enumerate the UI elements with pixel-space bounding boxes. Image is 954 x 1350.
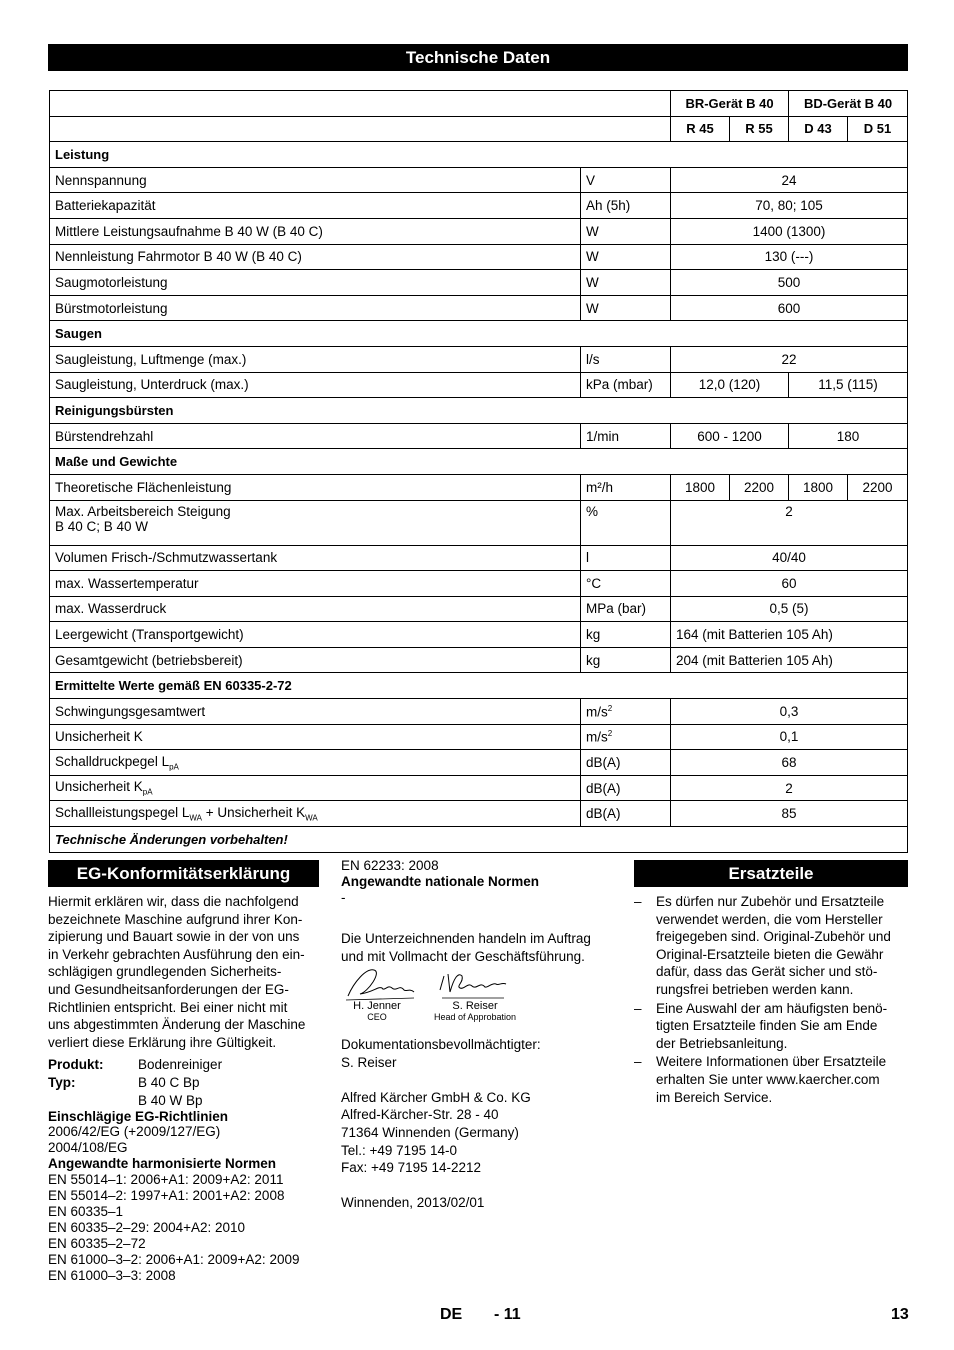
table-row: Batteriekapazität Ah (5h) 70, 80; 105 <box>50 193 908 219</box>
table-row: Saugleistung, Luftmenge (max.) l/s 22 <box>50 346 908 372</box>
section-heading: Ermittelte Werte gemäß EN 60335-2-72 <box>50 673 908 699</box>
table-header-row <box>50 116 908 142</box>
eg-column-middle <box>341 858 621 965</box>
table-row: Schalldruckpegel $L_{pA}$ dB(A) 68 <box>50 750 908 776</box>
ersatzteile-title: Ersatzteile <box>634 860 908 887</box>
section-heading: Saugen <box>50 321 908 347</box>
table-row: Bürstmotorleistung W 600 <box>50 295 908 321</box>
header-r55: R 55 <box>730 116 789 142</box>
normen-heading: Angewandte harmonisierte Normen <box>48 1156 277 1172</box>
table-row: Saugleistung, Unterdruck (max.) kPa (mbar) 12,0 (120) 11,5 (115) <box>50 372 908 398</box>
table-row: max. Wassertemperatur °C 60 <box>50 571 908 597</box>
list-item: – Es dürfen nur Zubehör und Ersatzteile verwendet werden, die vom Hersteller freigegeben sind. Original-Zubehör und Original-Ersatzteile bieten die Gewähr dafür, dass das Gerät sicher und stö- rungsfrei betrieben werden kann. <box>634 893 914 999</box>
richtlinien-heading: Einschlägige EG-Richtlinien <box>48 1109 229 1125</box>
table-row: Nennleistung Fahrmotor B 40 W (B 40 C) W 130 (---) <box>50 244 908 270</box>
eg-column-left <box>48 893 323 1284</box>
table-row: Unsicherheit $K_{pA}$ dB(A) 2 <box>50 775 908 801</box>
list-item: – Weitere Informationen über Ersatzteile erhalten Sie unter www.kaercher.com im Bereich Service. <box>634 1053 914 1106</box>
produkt-row: Produkt: Bodenreiniger <box>48 1057 223 1073</box>
section-heading: Leistung <box>50 142 908 168</box>
ersatzteile-column <box>634 893 914 1107</box>
normen-list: EN 55014–1: 2006+A1: 2009+A2: 2011 EN 55014–2: 1997+A1: 2001+A2: 2008 EN 60335–1 EN 60335–2–29: 2004+A2: 2010 EN 60335–2–72 EN 61000–3–2: 2006+A1: 2009+A2: 2009 EN 61000–3–3: 2008 <box>48 1172 300 1284</box>
signature-block-jenner: H. Jenner CEO <box>353 1000 401 1022</box>
table-header-row <box>50 91 908 117</box>
table-row: Mittlere Leistungsaufnahme B 40 W (B 40 C) W 1400 (1300) <box>50 218 908 244</box>
table-row: Schwingungsgesamtwert $m/s^2$ 0,3 <box>50 699 908 725</box>
header-br: BR-Gerät B 40 <box>671 91 789 117</box>
table-row: Saugmotorleistung W 500 <box>50 270 908 296</box>
page-title: Technische Daten <box>48 44 908 71</box>
table-row: Unsicherheit K $m/s^2$ 0,1 <box>50 724 908 750</box>
eg-title: EG-Konformitätserklärung <box>48 860 319 887</box>
header-bd: BD-Gerät B 40 <box>789 91 908 117</box>
signature-jenner-icon <box>344 962 416 1002</box>
list-item: – Eine Auswahl der am häufigsten benö- tigten Ersatzteile finden Sie am Ende der Betriebsanleitung. <box>634 1000 914 1053</box>
bevollmaechtigter: Dokumentationsbevollmächtigter: S. Reiser <box>341 1037 541 1070</box>
typ-row: Typ: B 40 C Bp <box>48 1074 200 1090</box>
header-d51: D 51 <box>848 116 908 142</box>
table-row: max. Wasserdruck MPa (bar) 0,5 (5) <box>50 596 908 622</box>
norm-continued: EN 62233: 2008 <box>341 858 439 873</box>
table-footnote: Technische Änderungen vorbehalten! <box>50 827 908 853</box>
table-row: Bürstendrehzahl 1/min 600 - 1200 180 <box>50 423 908 449</box>
section-heading: Maße und Gewichte <box>50 449 908 475</box>
table-row: Schallleistungspegel $L_{WA}$ + Unsicherheit $K_{WA}$ dB(A) 85 <box>50 801 908 827</box>
company-address: Alfred Kärcher GmbH & Co. KG Alfred-Kärcher-Str. 28 - 40 71364 Winnenden (Germany) Tel.: +49 7195 14-0 Fax: +49 7195 14-2212 <box>341 1089 531 1176</box>
section-heading: Reinigungsbürsten <box>50 398 908 424</box>
ersatzteile-list <box>634 893 914 1106</box>
signature-block-reiser: S. Reiser Head of Approbation <box>433 1000 517 1022</box>
signature-reiser-icon <box>436 968 508 1000</box>
place-date: Winnenden, 2013/02/01 <box>341 1195 485 1211</box>
eg-contact <box>341 1036 621 1212</box>
header-d43: D 43 <box>789 116 848 142</box>
technical-data-table <box>49 90 908 853</box>
table-row: Theoretische Flächenleistung m²/h 1800 2200 1800 2200 <box>50 474 908 500</box>
richtlinien-list: 2006/42/EG (+2009/127/EG) 2004/108/EG <box>48 1124 221 1156</box>
header-r45: R 45 <box>671 116 730 142</box>
table-row: Nennspannung V 24 <box>50 167 908 193</box>
table-row: Gesamtgewicht (betriebsbereit) kg 204 (mit Batterien 105 Ah) <box>50 647 908 673</box>
eg-intro: Hiermit erklären wir, dass die nachfolgend bezeichnete Maschine aufgrund ihrer Kon- zipierung und Bauart sowie in der von uns in Verkehr gebrachten Ausführung den ein- schlägigen grundlegenden Sicherheits- und Gesundheitsanforderungen der EG- Richtlinien entspricht. Bei einer nicht mit uns abgestimmten Änderung der Maschine verliert diese Erklärung ihre Gültigkeit. <box>48 894 306 1050</box>
table-row: Volumen Frisch-/Schmutzwassertank l 40/40 <box>50 545 908 571</box>
auftrag-text: Die Unterzeichnenden handeln im Auftrag und mit Vollmacht der Geschäftsführung. <box>341 931 591 964</box>
footer-page-total: 13 <box>891 1306 909 1323</box>
national-heading: Angewandte nationale Normen <box>341 874 540 889</box>
table-row: Leergewicht (Transportgewicht) kg 164 (mit Batterien 105 Ah) <box>50 622 908 648</box>
national-value: - <box>341 890 346 905</box>
table-row: Max. Arbeitsbereich Steigung B 40 C; B 40 W % 2 <box>50 500 908 545</box>
footer-page-local: - 11 <box>494 1306 521 1323</box>
footer-language: DE <box>440 1306 463 1323</box>
typ-row: B 40 W Bp <box>138 1092 203 1108</box>
